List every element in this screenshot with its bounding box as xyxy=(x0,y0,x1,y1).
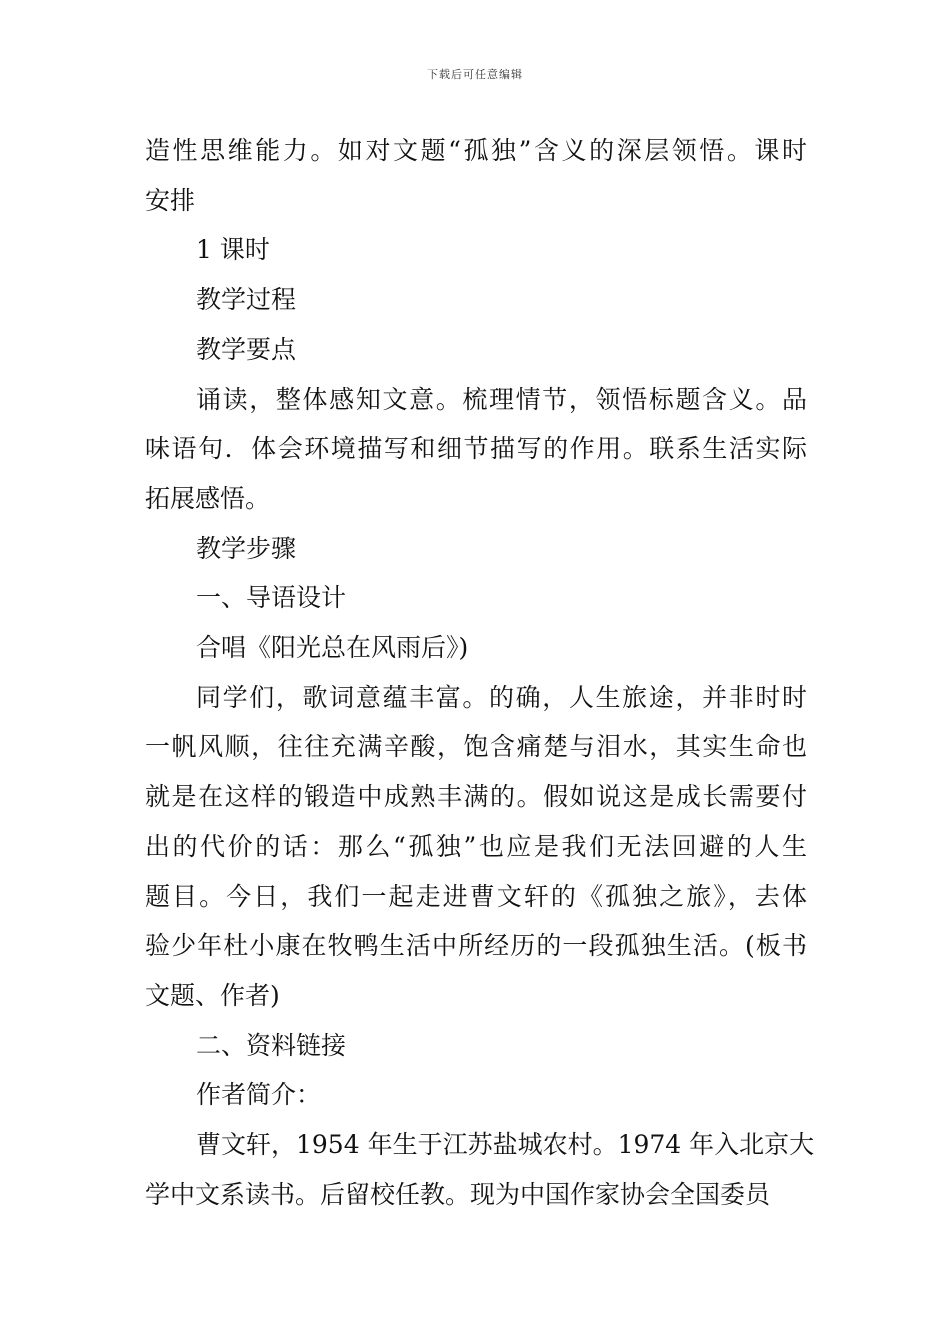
paragraph-line: 学中文系读书。后留校任教。现为中国作家协会全国委员 xyxy=(145,1179,771,1209)
paragraph-line: 教学步骤 xyxy=(196,533,297,563)
paragraph xyxy=(145,1070,807,1120)
paragraph-line: 一、导语设计 xyxy=(196,583,347,613)
paragraph-line: 1 课时 xyxy=(196,235,270,265)
paragraph-line: 造性思维能力。如对文题“孤独”含义的深层领悟。课时 xyxy=(145,136,807,165)
paragraph xyxy=(145,375,807,524)
paragraph xyxy=(145,275,807,325)
paragraph-line: 就是在这样的锻造中成熟丰满的。假如说这是成长需要付 xyxy=(145,782,807,812)
paragraph xyxy=(145,1120,815,1219)
paragraph xyxy=(145,1021,807,1071)
paragraph xyxy=(145,623,807,673)
paragraph-line: 题目。今日，我们一起走进曹文轩的《孤独之旅》，去体 xyxy=(145,881,807,911)
paragraph xyxy=(145,126,807,225)
paragraph-line: 同学们，歌词意蕴丰富。的确，人生旅途，并非时时 xyxy=(196,682,807,712)
paragraph xyxy=(145,573,807,623)
paragraph-line: 作者简介： xyxy=(196,1080,322,1110)
page-header-note: 下载后可任意编辑 xyxy=(427,68,523,81)
paragraph-line: 安排 xyxy=(145,185,196,215)
document-body xyxy=(145,126,815,1219)
paragraph-line: 合唱《阳光总在风雨后》) xyxy=(196,633,469,663)
paragraph-line: 验少年杜小康在牧鸭生活中所经历的一段孤独生活。(板书 xyxy=(145,931,807,961)
paragraph-line: 味语句．体会环境描写和细节描写的作用。联系生活实际 xyxy=(145,434,807,464)
paragraph xyxy=(145,325,807,375)
paragraph-line: 出的代价的话：那么“孤独”也应是我们无法回避的人生 xyxy=(145,831,807,861)
paragraph-line: 拓展感悟。 xyxy=(145,483,271,513)
paragraph-line: 文题、作者) xyxy=(145,980,280,1010)
paragraph-line: 二、资料链接 xyxy=(196,1030,347,1060)
paragraph-line: 教学要点 xyxy=(196,334,297,364)
paragraph-line: 曹文轩，1954 年生于江苏盐城农村。1974 年入北京大 xyxy=(196,1130,815,1160)
paragraph xyxy=(145,225,807,275)
paragraph-line: 教学过程 xyxy=(196,285,297,315)
paragraph xyxy=(145,524,807,574)
paragraph-line: 一帆风顺，往往充满辛酸，饱含痛楚与泪水，其实生命也 xyxy=(145,732,807,762)
paragraph xyxy=(145,673,807,1021)
paragraph-line: 诵读，整体感知文意。梳理情节，领悟标题含义。品 xyxy=(196,384,807,414)
